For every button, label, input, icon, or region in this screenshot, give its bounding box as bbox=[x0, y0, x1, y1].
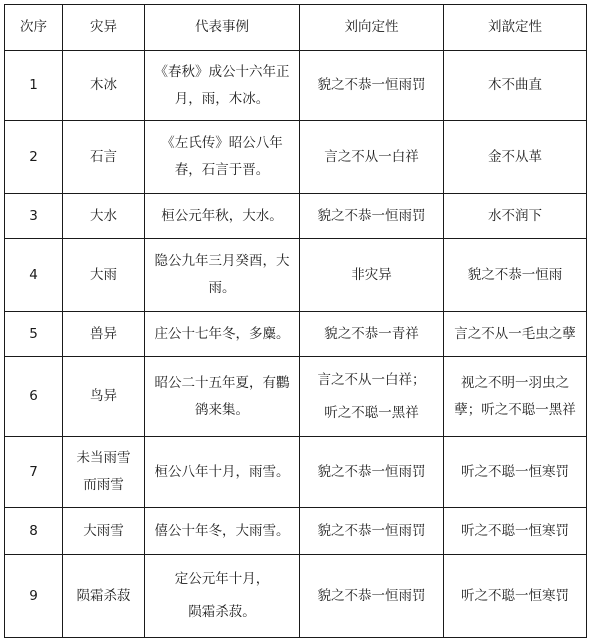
header-disaster: 灾异 bbox=[63, 5, 145, 51]
example-line: 僖公十年冬，大雨雪。 bbox=[154, 522, 290, 539]
liu-xin-text: 听之不聪一恒寒罚 bbox=[461, 463, 569, 480]
example-line: 《左氏传》昭公八年 bbox=[161, 135, 283, 151]
disaster-text: 大水 bbox=[90, 207, 117, 224]
liu-xiang-cell bbox=[300, 194, 444, 239]
example-cell bbox=[145, 239, 300, 312]
liu-xiang-cell bbox=[300, 508, 444, 555]
table-row bbox=[5, 357, 587, 437]
order-cell: 6 bbox=[5, 357, 63, 437]
liu-xin-cell bbox=[444, 312, 587, 357]
disaster-text: 鸟异 bbox=[90, 388, 117, 404]
liu-xiang-text: 貌之不恭一恒雨罚 bbox=[317, 463, 426, 480]
example-line: 月，雨，木冰。 bbox=[174, 90, 270, 107]
example-line: 桓公元年秋，大水。 bbox=[161, 207, 283, 224]
disaster-cell bbox=[63, 357, 145, 437]
table-row bbox=[5, 51, 587, 121]
disaster-text: 未当雨雪 bbox=[76, 450, 131, 466]
disaster-cell bbox=[63, 437, 145, 508]
example-cell bbox=[145, 121, 300, 194]
liu-xin-cell bbox=[444, 121, 587, 194]
table-row bbox=[5, 508, 587, 555]
header-liu-xin: 刘歆定性 bbox=[444, 5, 587, 51]
liu-xiang-text: 貌之不恭一恒雨罚 bbox=[317, 77, 426, 93]
liu-xiang-cell bbox=[300, 555, 444, 638]
table-row bbox=[5, 194, 587, 239]
liu-xin-cell bbox=[444, 555, 587, 638]
order-cell: 1 bbox=[5, 51, 63, 121]
header-row bbox=[5, 5, 587, 51]
liu-xin-text: 木不曲直 bbox=[488, 77, 542, 93]
table-row bbox=[5, 239, 587, 312]
liu-xin-cell bbox=[444, 357, 587, 437]
liu-xin-text: 金不从革 bbox=[488, 148, 542, 165]
table-row bbox=[5, 312, 587, 357]
liu-xin-cell bbox=[444, 437, 587, 508]
disaster-cell bbox=[63, 239, 145, 312]
disaster-classification-table bbox=[4, 4, 587, 638]
liu-xin-cell bbox=[444, 194, 587, 239]
liu-xiang-text: 貌之不恭一恒雨罚 bbox=[317, 587, 426, 604]
disaster-text: 而雨雪 bbox=[83, 477, 124, 493]
example-cell bbox=[145, 508, 300, 555]
table-row bbox=[5, 121, 587, 194]
disaster-cell bbox=[63, 508, 145, 555]
header-order: 次序 bbox=[5, 5, 63, 51]
liu-xiang-cell bbox=[300, 239, 444, 312]
order-cell: 7 bbox=[5, 437, 63, 508]
example-line: 桓公八年十月，雨雪。 bbox=[154, 463, 290, 480]
liu-xiang-text: 言之不从一白祥； bbox=[317, 371, 426, 388]
disaster-text: 木冰 bbox=[90, 77, 117, 93]
liu-xiang-text: 非灾异 bbox=[351, 266, 392, 283]
example-cell bbox=[145, 312, 300, 357]
example-cell bbox=[145, 51, 300, 121]
order-cell: 3 bbox=[5, 194, 63, 239]
liu-xiang-cell bbox=[300, 121, 444, 194]
liu-xiang-cell bbox=[300, 312, 444, 357]
liu-xiang-text: 貌之不恭一恒雨罚 bbox=[317, 207, 426, 224]
liu-xiang-text: 言之不从一白祥 bbox=[324, 148, 419, 165]
liu-xin-cell bbox=[444, 508, 587, 555]
example-line: 鹆来集。 bbox=[195, 401, 249, 418]
order-cell: 4 bbox=[5, 239, 63, 312]
liu-xiang-text: 貌之不恭一恒雨罚 bbox=[317, 522, 426, 539]
liu-xiang-text: 貌之不恭一青祥 bbox=[324, 325, 419, 342]
example-line: 《春秋》成公十六年正 bbox=[154, 63, 290, 80]
example-cell bbox=[145, 555, 300, 638]
order-cell: 5 bbox=[5, 312, 63, 357]
table-row bbox=[5, 437, 587, 508]
liu-xin-text: 孽；听之不聪一黑祥 bbox=[454, 401, 576, 418]
disaster-cell bbox=[63, 121, 145, 194]
example-line: 春，石言于晋。 bbox=[174, 162, 270, 178]
header-liu-xiang: 刘向定性 bbox=[300, 5, 444, 51]
disaster-text: 陨霜杀菽 bbox=[76, 587, 131, 604]
example-line: 定公元年十月， bbox=[174, 571, 270, 587]
liu-xin-text: 水不润下 bbox=[488, 207, 542, 224]
disaster-text: 石言 bbox=[90, 148, 117, 165]
liu-xiang-cell bbox=[300, 357, 444, 437]
liu-xin-text: 视之不明一羽虫之 bbox=[461, 374, 569, 391]
liu-xin-text: 听之不聪一恒寒罚 bbox=[461, 522, 569, 539]
disaster-text: 大雨 bbox=[90, 266, 117, 283]
disaster-cell bbox=[63, 194, 145, 239]
liu-xin-cell bbox=[444, 239, 587, 312]
example-line: 庄公十七年冬，多麋。 bbox=[154, 325, 290, 342]
disaster-text: 兽异 bbox=[90, 325, 117, 342]
disaster-text: 大雨雪 bbox=[83, 522, 124, 539]
example-line: 雨。 bbox=[208, 280, 236, 296]
header-example: 代表事例 bbox=[145, 5, 300, 51]
order-cell: 2 bbox=[5, 121, 63, 194]
order-cell: 8 bbox=[5, 508, 63, 555]
liu-xin-text: 言之不从一毛虫之孽 bbox=[454, 325, 576, 342]
example-line: 隐公九年三月癸酉，大 bbox=[154, 253, 290, 269]
liu-xin-text: 听之不聪一恒寒罚 bbox=[461, 587, 569, 604]
liu-xiang-cell bbox=[300, 51, 444, 121]
liu-xin-cell bbox=[444, 51, 587, 121]
example-line: 陨霜杀菽。 bbox=[188, 604, 256, 620]
disaster-cell bbox=[63, 555, 145, 638]
table-row bbox=[5, 555, 587, 638]
liu-xin-text: 貌之不恭一恒雨 bbox=[467, 266, 563, 283]
order-cell: 9 bbox=[5, 555, 63, 638]
example-cell bbox=[145, 437, 300, 508]
liu-xiang-cell bbox=[300, 437, 444, 508]
example-line: 昭公二十五年夏，有鸜 bbox=[154, 374, 290, 391]
liu-xiang-text: 听之不聪一黑祥 bbox=[324, 404, 419, 421]
disaster-cell bbox=[63, 312, 145, 357]
example-cell bbox=[145, 194, 300, 239]
example-cell bbox=[145, 357, 300, 437]
disaster-cell bbox=[63, 51, 145, 121]
